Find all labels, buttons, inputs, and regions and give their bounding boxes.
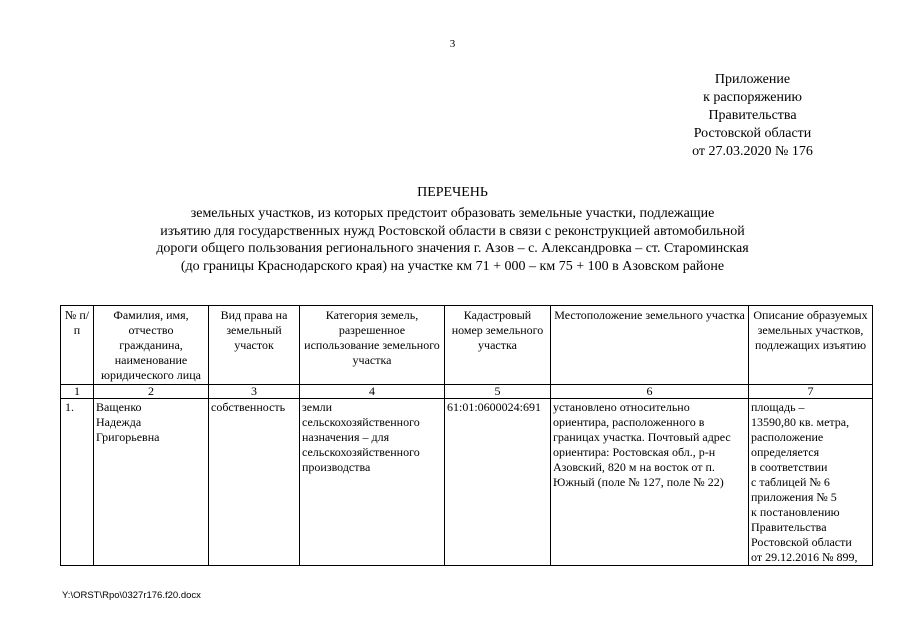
column-number: 5: [445, 385, 551, 399]
appendix-line: от 27.03.2020 № 176: [692, 144, 813, 159]
column-number: 3: [209, 385, 300, 399]
owner-name-cell: [94, 399, 209, 566]
land-category-cell: земли сельскохозяйственного назначения – для сельскохозяйственного производства: [300, 399, 445, 566]
parcels-table: [60, 305, 873, 566]
location-cell: установлено относительно ориентира, расположенного в границах участка. Почтовый адрес ориентира: Ростовская обл., р-н Азовский, 820 м на восток от п. Южный (поле № 127, поле № 22): [551, 399, 749, 566]
description-line: расположение: [751, 430, 824, 444]
description-line: к постановлению: [751, 505, 840, 519]
description-line: в соответствии: [751, 460, 828, 474]
column-number: 2: [94, 385, 209, 399]
right-type-cell: собственность: [209, 399, 300, 566]
appendix-line: Ростовской области: [693, 126, 812, 141]
owner-name-line: Григорьевна: [96, 430, 160, 444]
column-number: 1: [61, 385, 94, 399]
subtitle-line: дороги общего пользования регионального значения г. Азов – с. Александровка – ст. Староминская: [156, 241, 749, 256]
description-cell: [749, 399, 873, 566]
owner-name-line: Ващенко: [96, 400, 142, 414]
table-header-row: [61, 306, 873, 385]
appendix-line: к распоряжению: [703, 90, 802, 105]
description-line: площадь –: [751, 400, 805, 414]
subtitle-line: изъятию для государственных нужд Ростовской области в связи с реконструкцией автомобильной: [160, 223, 745, 239]
header-land-category: Категория земель, разрешенное использование земельного участка: [300, 306, 445, 385]
appendix-line: Приложение: [714, 72, 791, 87]
owner-name-line: Надежда: [96, 415, 142, 429]
description-line: Ростовской области: [751, 535, 852, 549]
column-number: 7: [749, 385, 873, 399]
cadastral-number-cell: 61:01:0600024:691: [445, 399, 551, 566]
column-number-row: [61, 385, 873, 399]
description-line: приложения № 5: [751, 490, 837, 504]
header-right-type: Вид права на земельный участок: [209, 306, 300, 385]
subtitle-line: земельных участков, из которых предстоит образовать земельные участки, подлежащие: [190, 206, 715, 221]
table-row: [61, 399, 873, 566]
document-subtitle: [120, 205, 785, 275]
row-number: 1.: [61, 399, 94, 566]
header-description: Описание образуемых земельных участков, подлежащих изъятию: [749, 306, 873, 385]
subtitle-line: (до границы Краснодарского края) на участке км 71 + 000 – км 75 + 100 в Азовском районе: [180, 258, 725, 274]
description-line: 13590,80 кв. метра,: [751, 415, 850, 429]
document-title: ПЕРЕЧЕНЬ: [417, 185, 488, 200]
page-number: 3: [449, 38, 456, 50]
description-line: Правительства: [751, 520, 827, 534]
appendix-line: Правительства: [708, 108, 797, 123]
column-number: 6: [551, 385, 749, 399]
file-path-footer: Y:\ORST\Rpo\0327r176.f20.docx: [62, 590, 201, 601]
header-number: № п/п: [61, 306, 94, 385]
header-cadastral-number: Кадастровый номер земельного участка: [445, 306, 551, 385]
appendix-block: [630, 71, 875, 161]
description-line: с таблицей № 6: [751, 475, 830, 489]
header-name: Фамилия, имя, отчество гражданина, наименование юридического лица: [94, 306, 209, 385]
description-line: от 29.12.2016 № 899,: [751, 550, 858, 564]
description-line: определяется: [751, 445, 820, 459]
column-number: 4: [300, 385, 445, 399]
header-location: Местоположение земельного участка: [551, 306, 749, 385]
